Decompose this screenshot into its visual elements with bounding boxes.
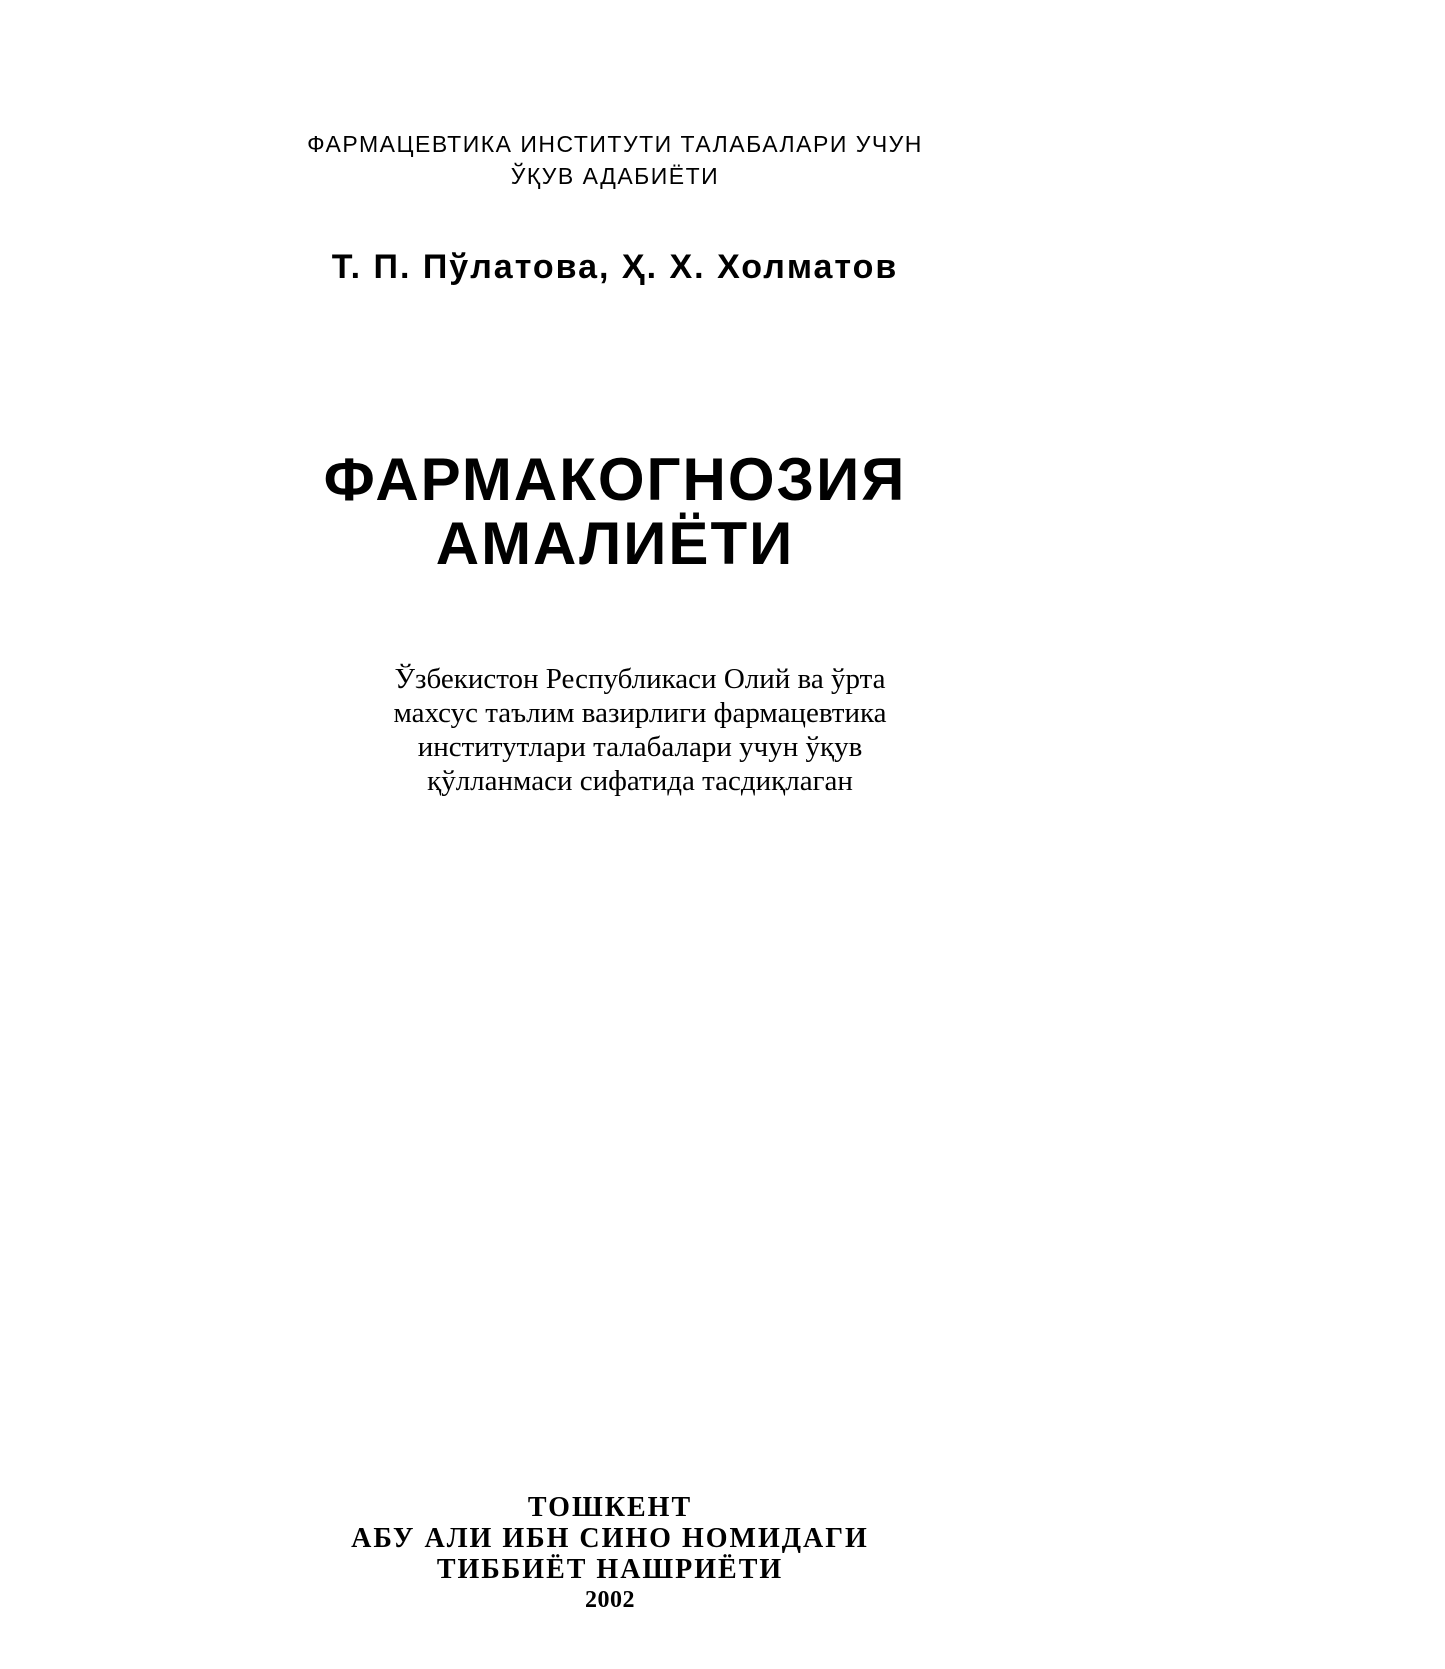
authors: Т. П. Пўлатова, Ҳ. Х. Холматов bbox=[331, 248, 899, 286]
imprint-city: ТОШКЕНТ bbox=[527, 1492, 693, 1523]
approval-note bbox=[360, 662, 920, 798]
book-title-line-2: АМАЛИЁТИ bbox=[435, 510, 795, 577]
series-line-1: ФАРМАЦЕВТИКА ИНСТИТУТИ ТАЛАБАЛАРИ УЧУН bbox=[307, 131, 923, 157]
book-title-line-1: ФАРМАКОГНОЗИЯ bbox=[323, 446, 907, 513]
imprint-publisher-line-2: ТИББИЁТ НАШРИЁТИ bbox=[436, 1554, 784, 1585]
book-title bbox=[250, 448, 980, 576]
approval-line-3: институтлари талабалари учун ўқув bbox=[417, 731, 863, 763]
approval-line-1: Ўзбекистон Республикаси Олий ва ўрта bbox=[394, 663, 886, 695]
series-line-2: ЎҚУВ АДАБИЁТИ bbox=[510, 163, 720, 189]
approval-line-4: қўлланмаси сифатида тасдиқлаган bbox=[427, 765, 853, 797]
imprint-publisher-line-1: АБУ АЛИ ИБН СИНО НОМИДАГИ bbox=[351, 1523, 869, 1554]
approval-line-2: махсус таълим вазирлиги фармацевтика bbox=[393, 697, 887, 729]
series-heading bbox=[250, 128, 980, 192]
imprint bbox=[330, 1492, 890, 1616]
imprint-year: 2002 bbox=[585, 1587, 635, 1613]
